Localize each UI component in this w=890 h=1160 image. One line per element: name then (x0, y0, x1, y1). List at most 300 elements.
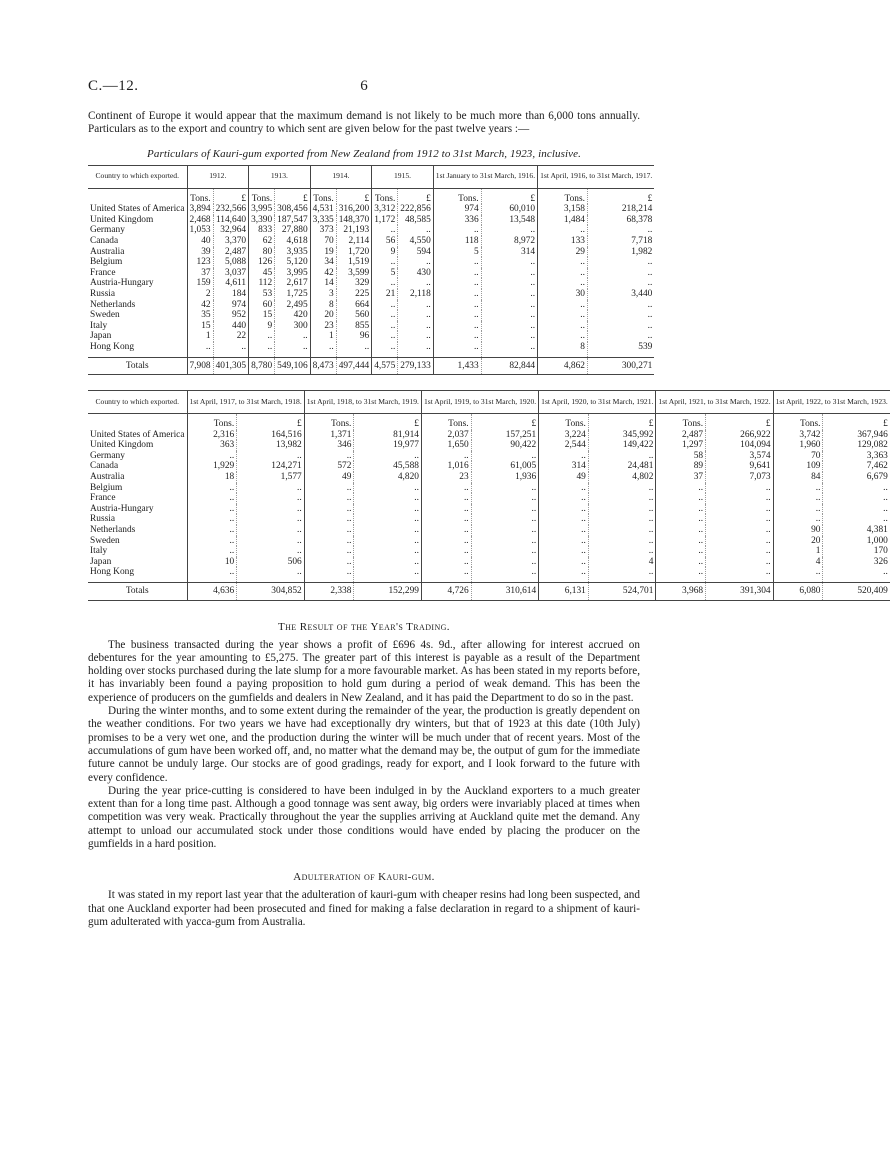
country-name: Austria-Hungary (90, 278, 154, 289)
value-cell: 9,641 (706, 461, 774, 472)
total-value-cell: 82,844 (481, 357, 537, 375)
period-header: 1912. (187, 165, 249, 188)
tons-cell: 8 (310, 300, 336, 311)
value-cell: .. (354, 504, 422, 515)
value-cell: .. (588, 504, 656, 515)
value-cell: 316,200 (336, 204, 371, 215)
unit-tons: Tons. (656, 414, 706, 430)
value-cell: .. (354, 525, 422, 536)
tons-cell: .. (773, 504, 823, 515)
table-row (88, 514, 890, 525)
unit-pounds: £ (275, 188, 310, 204)
period-header: 1st April, 1919, to 31st March, 1920. (421, 391, 538, 414)
value-cell: 45,588 (354, 461, 422, 472)
tons-cell: .. (538, 278, 588, 289)
value-cell: 5,088 (213, 257, 248, 268)
value-cell: .. (588, 451, 656, 462)
tons-cell: 15 (249, 310, 275, 321)
value-cell: 3,370 (213, 236, 248, 247)
total-value-cell: 401,305 (213, 357, 248, 375)
value-cell: 345,992 (588, 430, 656, 441)
table-row (88, 247, 654, 258)
value-cell: .. (237, 514, 305, 525)
value-cell: .. (823, 504, 890, 515)
tons-cell: 159 (187, 278, 213, 289)
country-name: Hong Kong (90, 567, 135, 578)
tons-cell: .. (421, 557, 471, 568)
tons-cell: .. (433, 310, 481, 321)
tons-cell: .. (372, 257, 398, 268)
total-tons-cell: 4,726 (421, 583, 471, 601)
value-cell: .. (706, 546, 774, 557)
country-name: France (90, 493, 116, 504)
value-cell: 1,982 (587, 247, 654, 258)
unit-tons: Tons. (187, 414, 237, 430)
value-cell: 329 (336, 278, 371, 289)
value-cell: 506 (237, 557, 305, 568)
tons-cell: 3,390 (249, 215, 275, 226)
value-cell: .. (823, 493, 890, 504)
value-cell: .. (481, 289, 537, 300)
tons-cell: 1 (310, 331, 336, 342)
tons-cell: .. (187, 567, 237, 582)
units-row (88, 414, 890, 430)
value-cell: 90,422 (471, 440, 539, 451)
table-row (88, 430, 890, 441)
value-cell: .. (481, 257, 537, 268)
tons-cell: 2 (187, 289, 213, 300)
tons-cell: .. (433, 257, 481, 268)
page-number: 6 (360, 78, 368, 94)
tons-cell: 974 (433, 204, 481, 215)
tons-cell: 70 (310, 236, 336, 247)
value-cell: 7,073 (706, 472, 774, 483)
value-cell: .. (823, 483, 890, 494)
value-cell: .. (481, 268, 537, 279)
total-value-cell: 304,852 (237, 583, 305, 601)
tons-cell: .. (539, 514, 589, 525)
value-cell: .. (398, 278, 433, 289)
value-cell: 314 (481, 247, 537, 258)
tons-cell: .. (539, 536, 589, 547)
table-row (88, 342, 654, 357)
tons-cell: .. (304, 536, 354, 547)
table-row (88, 567, 890, 582)
country-name: Germany (90, 225, 125, 236)
tons-cell: .. (249, 342, 275, 357)
value-cell: .. (275, 342, 310, 357)
value-cell: 855 (336, 321, 371, 332)
tons-cell: 18 (187, 472, 237, 483)
value-cell: .. (354, 557, 422, 568)
tons-cell: 9 (372, 247, 398, 258)
value-cell: 68,378 (587, 215, 654, 226)
value-cell: .. (354, 536, 422, 547)
value-cell: 4,611 (213, 278, 248, 289)
value-cell: 308,456 (275, 204, 310, 215)
exports-table-1912-1917 (88, 165, 654, 376)
total-tons-cell: 3,968 (656, 583, 706, 601)
tons-cell: .. (372, 225, 398, 236)
table-row (88, 557, 890, 568)
value-cell: .. (481, 331, 537, 342)
tons-cell: .. (187, 514, 237, 525)
tons-cell: 1,016 (421, 461, 471, 472)
tons-cell: 35 (187, 310, 213, 321)
period-header: 1914. (310, 165, 372, 188)
value-cell: .. (354, 451, 422, 462)
total-tons-cell: 6,080 (773, 583, 823, 601)
table-caption: Particulars of Kauri-gum exported from New Zealand from 1912 to 31st March, 1923, inclusive. (147, 147, 581, 160)
country-name: Canada (90, 461, 119, 472)
value-cell: .. (587, 331, 654, 342)
table-row (88, 451, 890, 462)
table-row (88, 504, 890, 515)
value-cell: 187,547 (275, 215, 310, 226)
tons-cell: 1,929 (187, 461, 237, 472)
value-cell: .. (588, 546, 656, 557)
country-name: Russia (90, 514, 116, 525)
value-cell: 3,599 (336, 268, 371, 279)
tons-cell: .. (421, 451, 471, 462)
country-name: Japan (90, 331, 112, 342)
country-name: Australia (90, 472, 125, 483)
tons-cell: 314 (539, 461, 589, 472)
tons-cell: .. (421, 567, 471, 582)
unit-pounds: £ (398, 188, 433, 204)
value-cell: .. (706, 525, 774, 536)
tons-cell: 2,487 (656, 430, 706, 441)
tons-cell: 2,544 (539, 440, 589, 451)
value-cell: 13,548 (481, 215, 537, 226)
country-name: Germany (90, 450, 125, 461)
tons-cell: 3,894 (187, 204, 213, 215)
tons-cell: 10 (187, 557, 237, 568)
value-cell: .. (398, 310, 433, 321)
total-tons-cell: 8,780 (249, 357, 275, 375)
value-cell: 4,381 (823, 525, 890, 536)
tons-cell: 118 (433, 236, 481, 247)
tons-cell: 2,468 (187, 215, 213, 226)
value-cell: 1,000 (823, 536, 890, 547)
tons-cell: .. (187, 451, 237, 462)
value-cell: .. (398, 300, 433, 311)
value-cell: .. (354, 546, 422, 557)
value-cell: .. (354, 514, 422, 525)
tons-cell: 2,037 (421, 430, 471, 441)
period-header: 1st April, 1918, to 31st March, 1919. (304, 391, 421, 414)
value-cell: .. (471, 514, 539, 525)
tons-cell: .. (539, 493, 589, 504)
tons-cell: 1,371 (304, 430, 354, 441)
total-tons-cell: 4,575 (372, 357, 398, 375)
value-cell: .. (398, 331, 433, 342)
country-column-header: Country to which exported. (88, 391, 187, 414)
unit-tons: Tons. (773, 414, 823, 430)
country-name: Italy (90, 320, 108, 331)
tons-cell: 2,316 (187, 430, 237, 441)
tons-cell: .. (304, 504, 354, 515)
value-cell: .. (471, 493, 539, 504)
tons-cell: .. (656, 504, 706, 515)
period-header: 1st January to 31st March, 1916. (433, 165, 537, 188)
tons-cell: .. (421, 536, 471, 547)
tons-cell: 84 (773, 472, 823, 483)
tons-cell: .. (304, 525, 354, 536)
value-cell: 560 (336, 310, 371, 321)
tons-cell: 1,484 (538, 215, 588, 226)
value-cell: .. (587, 300, 654, 311)
tons-cell: 19 (310, 247, 336, 258)
table-row (88, 536, 890, 547)
tons-cell: .. (538, 257, 588, 268)
country-name: France (90, 267, 116, 278)
tons-cell: 572 (304, 461, 354, 472)
tons-cell: 3,224 (539, 430, 589, 441)
value-cell: .. (823, 514, 890, 525)
tons-cell: .. (421, 546, 471, 557)
tons-cell: .. (433, 331, 481, 342)
value-cell: .. (587, 225, 654, 236)
tons-cell: 20 (310, 310, 336, 321)
value-cell: 19,977 (354, 440, 422, 451)
unit-tons: Tons. (187, 188, 213, 204)
value-cell: .. (481, 300, 537, 311)
tons-cell: .. (656, 483, 706, 494)
tons-cell: .. (539, 525, 589, 536)
country-name: Australia (90, 246, 125, 257)
tons-cell: .. (421, 493, 471, 504)
value-cell: .. (706, 504, 774, 515)
tons-cell: .. (656, 546, 706, 557)
tons-cell: 40 (187, 236, 213, 247)
tons-cell: 49 (539, 472, 589, 483)
unit-pounds: £ (336, 188, 371, 204)
value-cell: .. (588, 483, 656, 494)
period-header: 1915. (372, 165, 434, 188)
tons-cell: .. (372, 278, 398, 289)
tons-cell: .. (310, 342, 336, 357)
value-cell: 22 (213, 331, 248, 342)
tons-cell: .. (433, 321, 481, 332)
value-cell: 430 (398, 268, 433, 279)
table-row (88, 483, 890, 494)
value-cell: 2,114 (336, 236, 371, 247)
units-spacer (88, 188, 187, 204)
tons-cell: 123 (187, 257, 213, 268)
unit-pounds: £ (354, 414, 422, 430)
value-cell: 232,566 (213, 204, 248, 215)
totals-label: Totals (88, 583, 187, 601)
unit-pounds: £ (237, 414, 305, 430)
value-cell: 3,574 (706, 451, 774, 462)
tons-cell: .. (539, 451, 589, 462)
table-row (88, 461, 890, 472)
value-cell: .. (471, 451, 539, 462)
value-cell: .. (481, 310, 537, 321)
value-cell: .. (706, 536, 774, 547)
tons-cell: .. (187, 493, 237, 504)
period-header: 1st April, 1921, to 31st March, 1922. (656, 391, 773, 414)
value-cell: .. (481, 342, 537, 357)
tons-cell: 1,172 (372, 215, 398, 226)
value-cell: .. (706, 483, 774, 494)
value-cell: 60,010 (481, 204, 537, 215)
value-cell: 2,487 (213, 247, 248, 258)
value-cell: 7,718 (587, 236, 654, 247)
tons-cell: .. (538, 310, 588, 321)
value-cell: 2,118 (398, 289, 433, 300)
tons-cell: 5 (433, 247, 481, 258)
value-cell: .. (587, 268, 654, 279)
country-name: United Kingdom (90, 214, 154, 225)
value-cell: 5,120 (275, 257, 310, 268)
tons-cell: .. (372, 331, 398, 342)
value-cell: 32,964 (213, 225, 248, 236)
table-row (88, 331, 654, 342)
total-tons-cell: 6,131 (539, 583, 589, 601)
total-value-cell: 549,106 (275, 357, 310, 375)
tons-cell: 3,312 (372, 204, 398, 215)
table-row (88, 268, 654, 279)
value-cell: .. (588, 536, 656, 547)
tons-cell: .. (304, 546, 354, 557)
tons-cell: 21 (372, 289, 398, 300)
tons-cell: 3,995 (249, 204, 275, 215)
exports-table-1917-1923 (88, 390, 890, 601)
adulteration-paragraph-1: It was stated in my report last year that the adulteration of kauri-gum with cheaper resins had long been suspected, and that one Auckland exporter had been prosecuted and fined for making a false declaration in regard to a shipment of kauri-gum adulterated with yacca-gum from Australia. (88, 889, 640, 928)
tons-cell: 5 (372, 268, 398, 279)
total-value-cell: 279,133 (398, 357, 433, 375)
tons-cell: .. (433, 268, 481, 279)
tons-cell: .. (538, 268, 588, 279)
value-cell: 24,481 (588, 461, 656, 472)
value-cell: .. (587, 257, 654, 268)
tons-cell: .. (433, 300, 481, 311)
total-tons-cell: 7,908 (187, 357, 213, 375)
tons-cell: 39 (187, 247, 213, 258)
value-cell: 27,880 (275, 225, 310, 236)
tons-cell: .. (539, 567, 589, 582)
period-header: 1913. (249, 165, 311, 188)
value-cell: .. (588, 493, 656, 504)
tons-cell: .. (187, 536, 237, 547)
value-cell: .. (354, 567, 422, 582)
tons-cell: .. (433, 342, 481, 357)
tons-cell: .. (433, 289, 481, 300)
tons-cell: 1 (773, 546, 823, 557)
country-name: Hong Kong (90, 341, 135, 352)
tons-cell: .. (304, 567, 354, 582)
value-cell: 2,617 (275, 278, 310, 289)
value-cell: .. (587, 278, 654, 289)
tons-cell: 9 (249, 321, 275, 332)
value-cell: 96 (336, 331, 371, 342)
tons-cell: 4,531 (310, 204, 336, 215)
tons-cell: 53 (249, 289, 275, 300)
tons-cell: .. (656, 536, 706, 547)
tons-cell: .. (304, 483, 354, 494)
tons-cell: 58 (656, 451, 706, 462)
value-cell: .. (823, 567, 890, 582)
value-cell: .. (237, 536, 305, 547)
value-cell: .. (481, 225, 537, 236)
total-value-cell: 310,614 (471, 583, 539, 601)
total-value-cell: 497,444 (336, 357, 371, 375)
value-cell: 1,725 (275, 289, 310, 300)
tons-cell: .. (372, 310, 398, 321)
value-cell: .. (237, 483, 305, 494)
tons-cell: 23 (421, 472, 471, 483)
total-value-cell: 520,409 (823, 583, 890, 601)
value-cell: 4,618 (275, 236, 310, 247)
table-row (88, 321, 654, 332)
tons-cell: .. (421, 525, 471, 536)
tons-cell: 1 (187, 331, 213, 342)
table-row (88, 493, 890, 504)
country-name: United States of America (90, 429, 185, 440)
tons-cell: 1,650 (421, 440, 471, 451)
tons-cell: 373 (310, 225, 336, 236)
value-cell: 420 (275, 310, 310, 321)
value-cell: 266,922 (706, 430, 774, 441)
value-cell: .. (587, 310, 654, 321)
value-cell: 3,363 (823, 451, 890, 462)
value-cell: 48,585 (398, 215, 433, 226)
tons-cell: .. (304, 493, 354, 504)
value-cell: .. (471, 546, 539, 557)
tons-cell: .. (656, 567, 706, 582)
period-header: 1st April, 1920, to 31st March, 1921. (539, 391, 656, 414)
value-cell: .. (471, 525, 539, 536)
value-cell: 61,005 (471, 461, 539, 472)
tons-cell: 34 (310, 257, 336, 268)
totals-label: Totals (88, 357, 187, 375)
value-cell: .. (237, 504, 305, 515)
value-cell: .. (588, 525, 656, 536)
tons-cell: 62 (249, 236, 275, 247)
table-row (88, 300, 654, 311)
section-heading-trading: The Result of the Year's Trading. (278, 620, 450, 633)
unit-tons: Tons. (538, 188, 588, 204)
value-cell: .. (587, 321, 654, 332)
value-cell: .. (398, 342, 433, 357)
value-cell: 81,914 (354, 430, 422, 441)
tons-cell: .. (656, 514, 706, 525)
country-name: Netherlands (90, 525, 136, 536)
totals-row (88, 583, 890, 601)
tons-cell: .. (656, 493, 706, 504)
value-cell: 149,422 (588, 440, 656, 451)
tons-cell: 23 (310, 321, 336, 332)
tons-cell: 109 (773, 461, 823, 472)
tons-cell: 112 (249, 278, 275, 289)
value-cell: 4,802 (588, 472, 656, 483)
tons-cell: 833 (249, 225, 275, 236)
tons-cell: 49 (304, 472, 354, 483)
table-row (88, 225, 654, 236)
tons-cell: .. (433, 278, 481, 289)
tons-cell: .. (433, 225, 481, 236)
value-cell: 1,936 (471, 472, 539, 483)
tons-cell: 90 (773, 525, 823, 536)
table-row (88, 204, 654, 215)
tons-cell: 15 (187, 321, 213, 332)
value-cell: 4,550 (398, 236, 433, 247)
intro-paragraph: Continent of Europe it would appear that the maximum demand is not likely to be much more than 6,000 tons annually. Particulars as to the export and country to which sent are given below for the past twelve years :— (88, 110, 640, 136)
tons-cell: .. (372, 321, 398, 332)
value-cell: .. (275, 331, 310, 342)
